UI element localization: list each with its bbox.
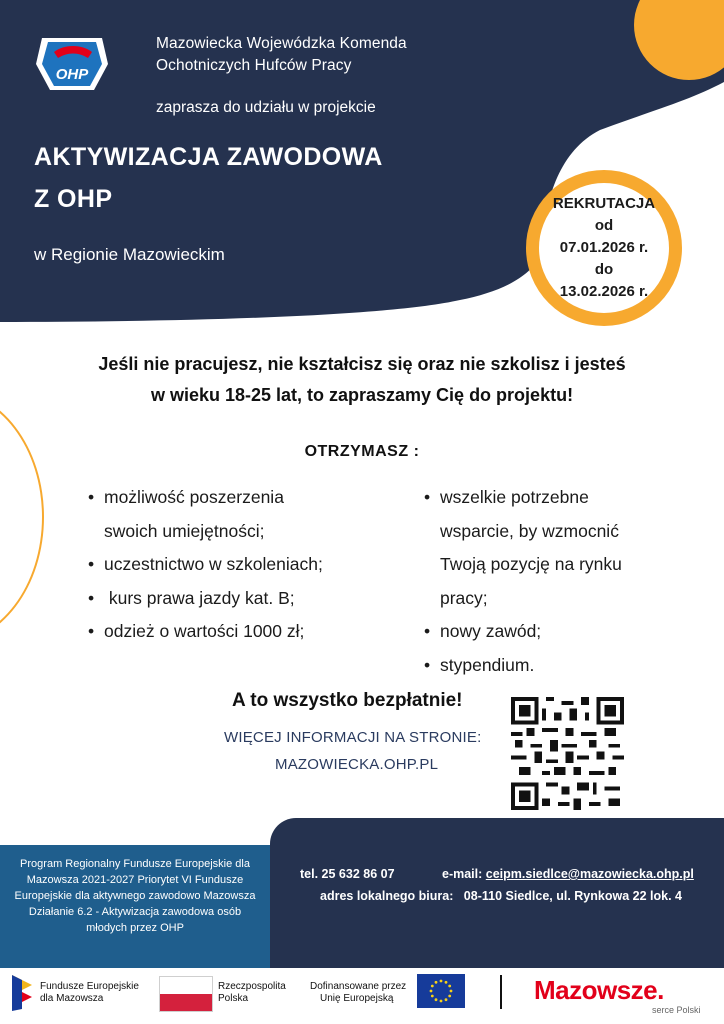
address-line — [320, 889, 682, 903]
free-text: A to wszystko bezpłatnie! — [232, 690, 463, 711]
address-label: adres lokalnego biura: — [320, 889, 454, 903]
recruitment-to: do — [594, 261, 614, 278]
list-item — [424, 649, 694, 683]
rp-line1: Rzeczpospolita — [218, 981, 286, 992]
address-value: 08-110 Siedlce, ul. Rynkowa 22 lok. 4 — [463, 889, 682, 903]
benefits-list-right — [424, 481, 694, 682]
eu-flag-icon — [417, 974, 465, 1008]
program-text: Program Regionalny Fundusze Europejskie dla Mazowsza 2021-2027 Priorytet VI Fundusze Europejskie dla aktywnego zawodowo Mazowsza Działanie 6.2 - Aktywizacja zawodowa osób młodych przez OHP — [14, 858, 256, 934]
org-name-line1: Mazowiecka Wojewódzka Komenda — [156, 35, 407, 52]
decorative-orange-arc — [0, 390, 44, 644]
recruitment-end-date: 13.02.2026 r. — [559, 283, 649, 300]
recruitment-badge — [526, 170, 682, 326]
list-item-text: pracy; — [440, 587, 488, 608]
list-item — [88, 582, 388, 616]
org-name-line2: Ochotniczych Hufców Pracy — [156, 57, 352, 74]
mazowsze-logo: Mazowsze. — [534, 975, 664, 1005]
project-title-line1: AKTYWIZACJA ZAWODOWA — [34, 143, 383, 171]
list-item — [424, 481, 694, 615]
mazowsze-subtitle: serce Polski — [652, 1005, 701, 1015]
email-label: e-mail: — [442, 867, 483, 881]
phone-number[interactable]: tel. 25 632 86 07 — [300, 867, 395, 881]
list-item-text: swoich umiejętności; — [104, 520, 265, 541]
list-item — [88, 481, 388, 548]
list-item — [424, 615, 694, 649]
project-title-line2: Z OHP — [34, 185, 113, 213]
list-item-text: odzież o wartości 1000 zł; — [104, 621, 305, 641]
email-link[interactable]: ceipm.siedlce@mazowiecka.ohp.pl — [485, 867, 694, 881]
fe-line2: dla Mazowsza — [40, 993, 104, 1004]
list-item-text: stypendium. — [440, 654, 535, 675]
ohp-logo-text: OHP — [55, 66, 89, 83]
fe-logo-icon — [8, 973, 36, 1013]
list-item-text: nowy zawód; — [440, 621, 542, 641]
pl-flag-icon — [159, 976, 213, 1012]
more-info-label: WIĘCEJ INFORMACJI NA STRONIE: — [224, 729, 482, 746]
rp-line2: Polska — [218, 993, 249, 1004]
list-item-text: wszelkie potrzebne — [440, 487, 589, 507]
region-text: w Regionie Mazowieckim — [34, 245, 225, 264]
recruitment-start-date: 07.01.2026 r. — [559, 239, 649, 256]
ohp-logo-icon — [34, 34, 110, 94]
list-item-text: uczestnictwo w szkoleniach; — [104, 554, 323, 574]
more-info-url[interactable]: MAZOWIECKA.OHP.PL — [275, 756, 439, 773]
list-item — [88, 615, 388, 649]
list-item-text: możliwość poszerzenia — [104, 487, 284, 507]
fe-line1: Fundusze Europejskie — [40, 981, 139, 992]
logo-separator — [500, 975, 502, 1009]
list-item — [88, 548, 388, 582]
recruitment-label: REKRUTACJA — [552, 195, 656, 212]
benefits-heading: OTRZYMASZ : — [304, 443, 420, 460]
eu-line2: Unię Europejską — [320, 993, 394, 1004]
list-item-text: kurs prawa jazdy kat. B; — [104, 587, 295, 608]
qr-code-icon[interactable] — [511, 697, 624, 810]
list-item-text: wsparcie, by wzmocnić — [440, 520, 619, 541]
recruitment-from: od — [594, 217, 614, 234]
email-line — [442, 867, 694, 881]
benefits-list-left — [88, 481, 388, 649]
invite-text: zaprasza do udziału w projekcie — [156, 99, 376, 116]
lead-line1: Jeśli nie pracujesz, nie kształcisz się oraz nie szkolisz i jesteś — [98, 354, 626, 374]
lead-line2: w wieku 18-25 lat, to zapraszamy Cię do projektu! — [150, 385, 574, 405]
list-item-text: Twoją pozycję na rynku — [440, 554, 622, 574]
eu-line1: Dofinansowane przez — [310, 981, 407, 992]
